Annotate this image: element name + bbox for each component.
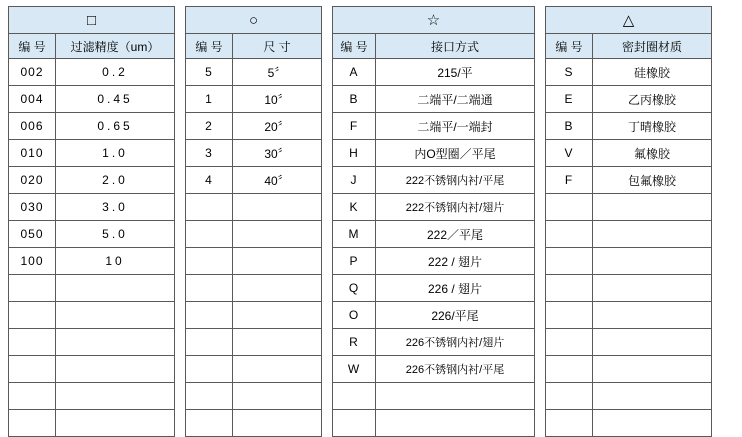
table-row bbox=[186, 167, 322, 194]
table-row bbox=[333, 356, 535, 383]
table-row bbox=[9, 113, 175, 140]
cell-code: 4 bbox=[186, 167, 233, 194]
table-row bbox=[333, 275, 535, 302]
table-row bbox=[333, 302, 535, 329]
cell-value: 226不锈钢内衬/平尾 bbox=[376, 356, 535, 383]
symbol-row bbox=[9, 7, 175, 34]
symbol-row bbox=[546, 7, 712, 34]
triangle-symbol-cell bbox=[546, 7, 712, 34]
column-header-code: 编 号 bbox=[546, 34, 593, 59]
cell-value: 226/平尾 bbox=[376, 302, 535, 329]
table-row bbox=[9, 221, 175, 248]
empty-row bbox=[9, 275, 175, 302]
connection-type-table bbox=[332, 6, 535, 437]
table-row bbox=[186, 113, 322, 140]
cell-code: S bbox=[546, 59, 593, 86]
empty-row bbox=[186, 410, 322, 437]
column-header-value: 接口方式 bbox=[376, 34, 535, 59]
cell-value: 10 bbox=[56, 248, 175, 275]
table-row bbox=[546, 140, 712, 167]
cell-value: 乙丙橡胶 bbox=[593, 86, 712, 113]
cell-code: 020 bbox=[9, 167, 56, 194]
empty-row bbox=[186, 221, 322, 248]
table-row bbox=[333, 329, 535, 356]
column-header-value: 过滤精度（um） bbox=[56, 34, 175, 59]
table-row bbox=[9, 140, 175, 167]
table-row bbox=[9, 248, 175, 275]
cell-value: 222不锈钢内衬/平尾 bbox=[376, 167, 535, 194]
cell-code: M bbox=[333, 221, 376, 248]
cell-code: F bbox=[333, 113, 376, 140]
empty-row bbox=[546, 356, 712, 383]
empty-row bbox=[546, 221, 712, 248]
cell-value: 3.0 bbox=[56, 194, 175, 221]
table-header-row bbox=[186, 34, 322, 59]
cell-value: 2.0 bbox=[56, 167, 175, 194]
column-header-code: 编 号 bbox=[333, 34, 376, 59]
table-row bbox=[333, 248, 535, 275]
table-row bbox=[9, 59, 175, 86]
table-row bbox=[333, 167, 535, 194]
cell-code: W bbox=[333, 356, 376, 383]
square-symbol: □ bbox=[86, 11, 97, 29]
cell-code: 006 bbox=[9, 113, 56, 140]
symbol-row bbox=[333, 7, 535, 34]
symbol-row bbox=[186, 7, 322, 34]
table-row bbox=[333, 113, 535, 140]
cell-value: 0.65 bbox=[56, 113, 175, 140]
size-table bbox=[185, 6, 322, 437]
table-row bbox=[333, 86, 535, 113]
table-header-row bbox=[546, 34, 712, 59]
table-header-row bbox=[9, 34, 175, 59]
table-row bbox=[333, 140, 535, 167]
triangle-symbol: △ bbox=[622, 11, 635, 29]
empty-row bbox=[546, 194, 712, 221]
cell-value: 氟橡胶 bbox=[593, 140, 712, 167]
cell-value: 215/平 bbox=[376, 59, 535, 86]
cell-value: 226不锈钢内衬/翅片 bbox=[376, 329, 535, 356]
empty-row bbox=[9, 302, 175, 329]
empty-row bbox=[9, 410, 175, 437]
table-row bbox=[333, 221, 535, 248]
column-header-code: 编 号 bbox=[186, 34, 233, 59]
cell-code: A bbox=[333, 59, 376, 86]
cell-code: K bbox=[333, 194, 376, 221]
empty-row bbox=[186, 302, 322, 329]
table-row bbox=[546, 167, 712, 194]
empty-row bbox=[546, 275, 712, 302]
star-symbol-cell bbox=[333, 7, 535, 34]
cell-value: 二端平/一端封 bbox=[376, 113, 535, 140]
empty-row bbox=[546, 410, 712, 437]
cell-value: 222 / 翅片 bbox=[376, 248, 535, 275]
empty-row bbox=[9, 329, 175, 356]
cell-value: 222／平尾 bbox=[376, 221, 535, 248]
cell-value: 222不锈钢内衬/翅片 bbox=[376, 194, 535, 221]
cell-value: 1.0 bbox=[56, 140, 175, 167]
cell-value: 40〞 bbox=[233, 167, 322, 194]
cell-code: F bbox=[546, 167, 593, 194]
cell-code: B bbox=[333, 86, 376, 113]
cell-code: 5 bbox=[186, 59, 233, 86]
table-row bbox=[546, 59, 712, 86]
cell-code: 1 bbox=[186, 86, 233, 113]
empty-row bbox=[9, 356, 175, 383]
cell-code: H bbox=[333, 140, 376, 167]
empty-row bbox=[333, 383, 535, 410]
cell-value: 5〞 bbox=[233, 59, 322, 86]
cell-value: 0.2 bbox=[56, 59, 175, 86]
empty-row bbox=[333, 410, 535, 437]
column-header-value: 尺 寸 bbox=[233, 34, 322, 59]
table-row bbox=[9, 194, 175, 221]
cell-code: J bbox=[333, 167, 376, 194]
empty-row bbox=[186, 383, 322, 410]
cell-code: V bbox=[546, 140, 593, 167]
column-header-value: 密封圈材质 bbox=[593, 34, 712, 59]
table-row bbox=[546, 113, 712, 140]
circle-symbol-cell bbox=[186, 7, 322, 34]
empty-row bbox=[186, 329, 322, 356]
cell-code: P bbox=[333, 248, 376, 275]
column-header-code: 编 号 bbox=[9, 34, 56, 59]
cell-code: R bbox=[333, 329, 376, 356]
cell-value: 226 / 翅片 bbox=[376, 275, 535, 302]
cell-value: 包氟橡胶 bbox=[593, 167, 712, 194]
cell-value: 0.45 bbox=[56, 86, 175, 113]
cell-code: B bbox=[546, 113, 593, 140]
table-row bbox=[333, 194, 535, 221]
table-row bbox=[9, 86, 175, 113]
empty-row bbox=[546, 383, 712, 410]
cell-code: E bbox=[546, 86, 593, 113]
table-row bbox=[546, 86, 712, 113]
cell-code: O bbox=[333, 302, 376, 329]
seal-material-table bbox=[545, 6, 712, 437]
table-header-row bbox=[333, 34, 535, 59]
empty-row bbox=[186, 275, 322, 302]
cell-value: 硅橡胶 bbox=[593, 59, 712, 86]
table-row bbox=[9, 167, 175, 194]
empty-row bbox=[546, 329, 712, 356]
empty-row bbox=[186, 356, 322, 383]
table-row bbox=[333, 59, 535, 86]
square-symbol-cell bbox=[9, 7, 175, 34]
cell-code: 010 bbox=[9, 140, 56, 167]
table-row bbox=[186, 140, 322, 167]
empty-row bbox=[546, 248, 712, 275]
star-symbol: ☆ bbox=[426, 11, 441, 29]
cell-code: 100 bbox=[9, 248, 56, 275]
cell-code: 050 bbox=[9, 221, 56, 248]
cell-value: 内O型圈／平尾 bbox=[376, 140, 535, 167]
empty-row bbox=[546, 302, 712, 329]
cell-code: Q bbox=[333, 275, 376, 302]
cell-code: 002 bbox=[9, 59, 56, 86]
cell-value: 二端平/二端通 bbox=[376, 86, 535, 113]
empty-row bbox=[186, 194, 322, 221]
cell-code: 2 bbox=[186, 113, 233, 140]
cell-code: 030 bbox=[9, 194, 56, 221]
circle-symbol: ○ bbox=[248, 11, 259, 29]
empty-row bbox=[9, 383, 175, 410]
filtration-accuracy-table bbox=[8, 6, 175, 437]
cell-value: 丁晴橡胶 bbox=[593, 113, 712, 140]
cell-value: 30〞 bbox=[233, 140, 322, 167]
empty-row bbox=[186, 248, 322, 275]
cell-value: 5.0 bbox=[56, 221, 175, 248]
cell-value: 20〞 bbox=[233, 113, 322, 140]
cell-value: 10〞 bbox=[233, 86, 322, 113]
table-row bbox=[186, 59, 322, 86]
cell-code: 3 bbox=[186, 140, 233, 167]
cell-code: 004 bbox=[9, 86, 56, 113]
table-row bbox=[186, 86, 322, 113]
tables-container bbox=[0, 6, 742, 437]
